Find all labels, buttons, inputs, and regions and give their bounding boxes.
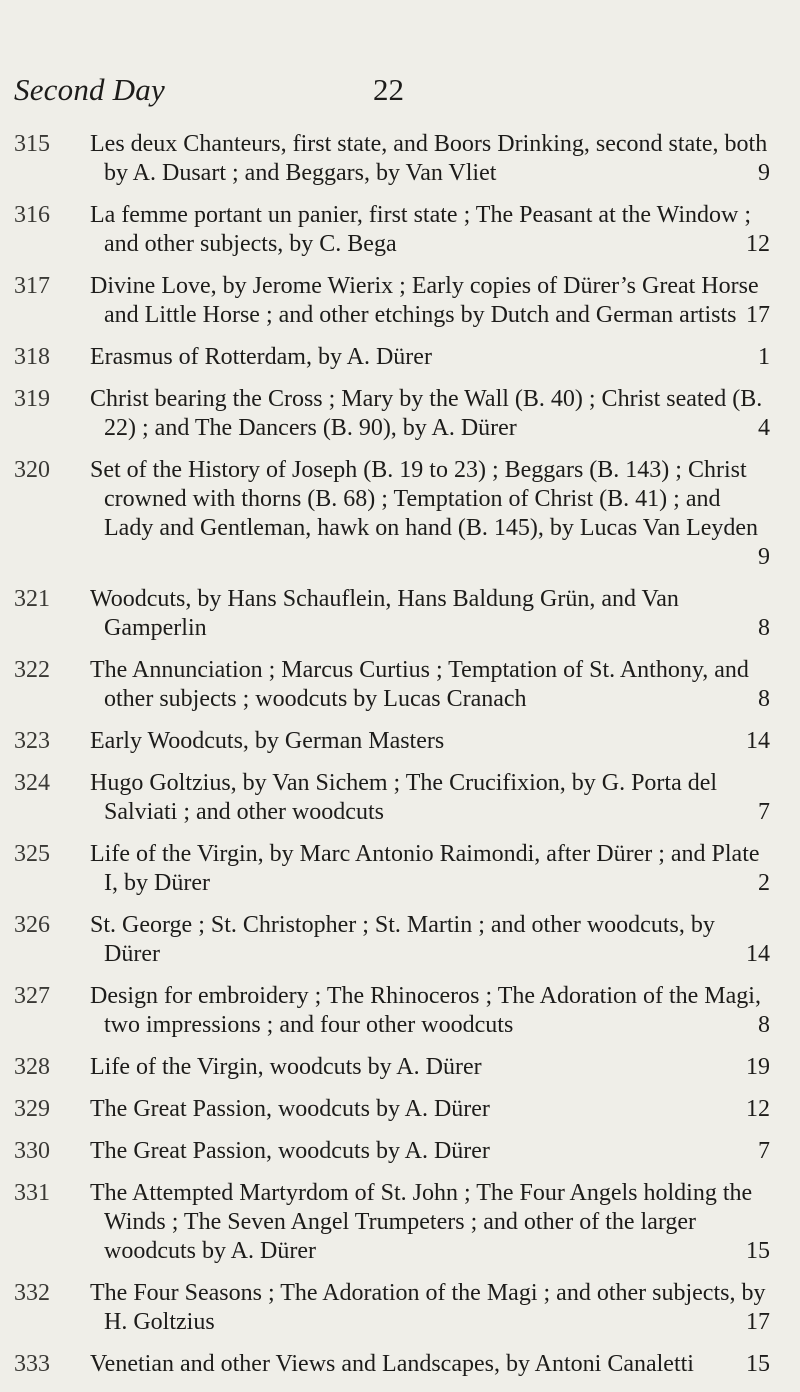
lot-number: 317	[14, 273, 50, 299]
lot-description	[90, 385, 770, 443]
lot-description	[90, 840, 770, 898]
lot-entry	[0, 1350, 800, 1379]
lot-title: The Great Passion, woodcuts by A. Dürer	[90, 1138, 490, 1164]
lot-item-count: 17	[746, 1309, 770, 1335]
lot-item-count: 17	[746, 302, 770, 328]
lot-list	[0, 130, 800, 1392]
running-head: Second Day	[14, 72, 165, 107]
lot-title: Hugo Goltzius, by Van Sichem ; The Crucifixion, by G. Porta del Salviati ; and other woodcuts	[90, 770, 718, 825]
lot-item-count: 12	[746, 231, 770, 257]
lot-number: 330	[14, 1138, 50, 1164]
lot-entry	[0, 130, 800, 188]
lot-item-count: 15	[746, 1351, 770, 1377]
lot-number: 328	[14, 1054, 50, 1080]
lot-description	[90, 1095, 770, 1124]
lot-item-count: 8	[758, 1012, 770, 1038]
lot-number: 327	[14, 983, 50, 1009]
lot-entry	[0, 272, 800, 330]
lot-entry	[0, 201, 800, 259]
lot-item-count: 7	[758, 1138, 770, 1164]
lot-number: 324	[14, 770, 50, 796]
lot-title: The Annunciation ; Marcus Curtius ; Temptation of St. Anthony, and other subjects ; woodcuts by Lucas Cranach	[90, 657, 749, 712]
lot-entry	[0, 585, 800, 643]
lot-description	[90, 1053, 770, 1082]
lot-entry	[0, 1179, 800, 1266]
lot-entry	[0, 343, 800, 372]
lot-description	[90, 201, 770, 259]
lot-number: 319	[14, 386, 50, 412]
lot-entry	[0, 456, 800, 572]
lot-number: 323	[14, 728, 50, 754]
lot-item-count: 4	[758, 415, 770, 441]
lot-item-count: 19	[746, 1054, 770, 1080]
lot-number: 316	[14, 202, 50, 228]
lot-description	[90, 656, 770, 714]
lot-item-count: 8	[758, 686, 770, 712]
lot-number: 322	[14, 657, 50, 683]
lot-description	[90, 1279, 770, 1337]
lot-number: 332	[14, 1280, 50, 1306]
lot-title: Venetian and other Views and Landscapes, by Antoni Canaletti	[90, 1351, 694, 1377]
page-number: 22	[373, 72, 404, 107]
lot-description	[90, 272, 770, 330]
lot-description	[90, 456, 770, 572]
lot-number: 326	[14, 912, 50, 938]
lot-description	[90, 130, 770, 188]
lot-number: 318	[14, 344, 50, 370]
lot-entry	[0, 1095, 800, 1124]
lot-title: St. George ; St. Christopher ; St. Martin ; and other woodcuts, by Dürer	[90, 912, 715, 967]
lot-title: The Four Seasons ; The Adoration of the Magi ; and other subjects, by H. Goltzius	[90, 1280, 766, 1335]
lot-entry	[0, 840, 800, 898]
lot-entry	[0, 911, 800, 969]
lot-number: 315	[14, 131, 50, 157]
lot-item-count: 9	[758, 160, 770, 186]
lot-item-count: 15	[746, 1238, 770, 1264]
lot-title: The Great Passion, woodcuts by A. Dürer	[90, 1096, 490, 1122]
lot-entry	[0, 1279, 800, 1337]
lot-title: Design for embroidery ; The Rhinoceros ; The Adoration of the Magi, two impressions ; and four other woodcuts	[90, 983, 761, 1038]
lot-title: La femme portant un panier, first state ; The Peasant at the Window ; and other subjects, by C. Bega	[90, 202, 751, 257]
lot-description	[90, 1137, 770, 1166]
lot-entry	[0, 385, 800, 443]
lot-entry	[0, 727, 800, 756]
lot-entry	[0, 982, 800, 1040]
lot-number: 329	[14, 1096, 50, 1122]
lot-item-count: 2	[758, 870, 770, 896]
lot-entry	[0, 769, 800, 827]
lot-title: Early Woodcuts, by German Masters	[90, 728, 445, 754]
lot-item-count: 14	[746, 728, 770, 754]
lot-description	[90, 769, 770, 827]
lot-entry	[0, 1137, 800, 1166]
lot-description	[90, 982, 770, 1040]
lot-number: 321	[14, 586, 50, 612]
lot-item-count: 9	[758, 544, 770, 570]
lot-title: Set of the History of Joseph (B. 19 to 23) ; Beggars (B. 143) ; Christ crowned with thorns (B. 68) ; Temptation of Christ (B. 41) ; and Lady and Gentleman, hawk on hand (B. 145), by Lucas Van Leyden	[90, 457, 759, 541]
lot-entry	[0, 1053, 800, 1082]
lot-description	[90, 1350, 770, 1379]
lot-description	[90, 911, 770, 969]
lot-entry	[0, 656, 800, 714]
lot-title: The Attempted Martyrdom of St. John ; The Four Angels holding the Winds ; The Seven Angel Trumpeters ; and other of the larger woodcuts by A. Dürer	[90, 1180, 753, 1264]
lot-title: Les deux Chanteurs, first state, and Boors Drinking, second state, both by A. Dusart ; and Beggars, by Van Vliet	[90, 131, 768, 186]
lot-item-count: 14	[746, 941, 770, 967]
page-header	[0, 72, 800, 112]
lot-title: Divine Love, by Jerome Wierix ; Early copies of Dürer’s Great Horse and Little Horse ; and other etchings by Dutch and German artists	[90, 273, 759, 328]
lot-number: 331	[14, 1180, 50, 1206]
lot-description	[90, 343, 770, 372]
lot-item-count: 12	[746, 1096, 770, 1122]
lot-item-count: 7	[758, 799, 770, 825]
lot-description	[90, 727, 770, 756]
lot-number: 325	[14, 841, 50, 867]
lot-number: 320	[14, 457, 50, 483]
lot-title: Life of the Virgin, woodcuts by A. Dürer	[90, 1054, 482, 1080]
lot-title: Christ bearing the Cross ; Mary by the Wall (B. 40) ; Christ seated (B. 22) ; and The Dancers (B. 90), by A. Dürer	[90, 386, 763, 441]
lot-title: Erasmus of Rotterdam, by A. Dürer	[90, 344, 432, 370]
lot-item-count: 8	[758, 615, 770, 641]
lot-description	[90, 1179, 770, 1266]
lot-description	[90, 585, 770, 643]
lot-title: Life of the Virgin, by Marc Antonio Raimondi, after Dürer ; and Plate I, by Dürer	[90, 841, 760, 896]
lot-title: Woodcuts, by Hans Schauflein, Hans Baldung Grün, and Van Gamperlin	[90, 586, 679, 641]
lot-number: 333	[14, 1351, 50, 1377]
lot-item-count: 1	[758, 344, 770, 370]
